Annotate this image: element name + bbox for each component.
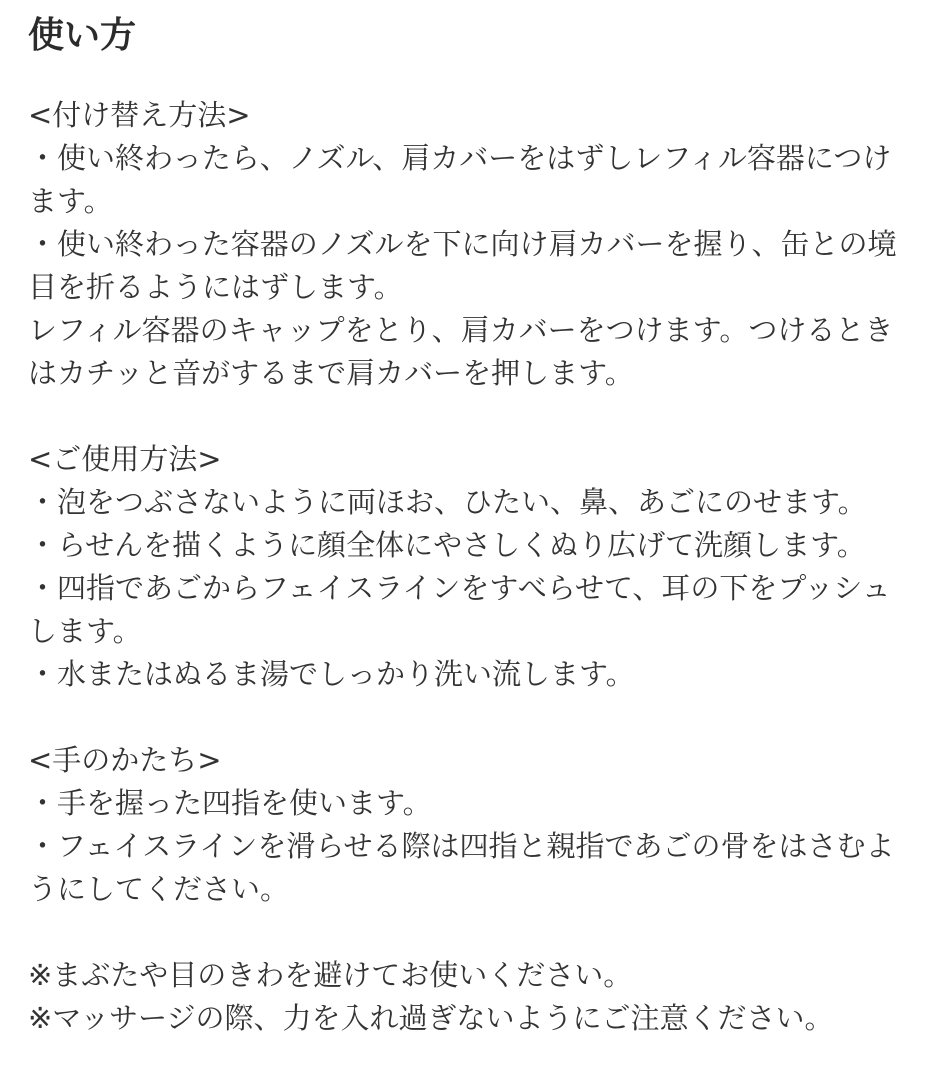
section-usage-method — [28, 438, 901, 696]
instruction-line: ・水またはぬるま湯でしっかり洗い流します。 — [28, 657, 635, 691]
section-heading: <手のかたち> — [28, 743, 222, 777]
instruction-line: ・使い終わった容器のノズルを下に向け肩カバーを握り、缶との境目を折るようにはずします。 — [28, 227, 897, 304]
instruction-line: ・手を握った四指を使います。 — [28, 786, 432, 820]
caution-note: ※まぶたや目のきわを避けてお使いください。 — [28, 958, 633, 992]
section-hand-shape — [28, 739, 901, 911]
instruction-line: ・泡をつぶさないように両ほお、ひたい、鼻、あごにのせます。 — [28, 485, 867, 519]
section-replacement-method — [28, 94, 901, 395]
instruction-line: ・らせんを描くように顔全体にやさしくぬり広げて洗顔します。 — [28, 528, 866, 562]
instruction-line: レフィル容器のキャップをとり、肩カバーをつけます。つけるときはカチッと音がするまで肩カバーを押します。 — [28, 313, 894, 390]
instruction-line: ・使い終わったら、ノズル、肩カバーをはずしレフィル容器につけます。 — [28, 141, 892, 218]
instruction-line: ・フェイスラインを滑らせる際は四指と親指であごの骨をはさむようにしてください。 — [28, 829, 895, 906]
section-heading: <ご使用方法> — [28, 442, 222, 476]
caution-notes — [28, 954, 901, 1040]
instruction-line: ・四指であごからフェイスラインをすべらせて、耳の下をプッシュします。 — [28, 571, 891, 648]
caution-note: ※マッサージの際、力を入れ過ぎないようにご注意ください。 — [28, 1001, 834, 1035]
page-title: 使い方 — [28, 15, 137, 56]
section-heading: <付け替え方法> — [28, 98, 251, 132]
